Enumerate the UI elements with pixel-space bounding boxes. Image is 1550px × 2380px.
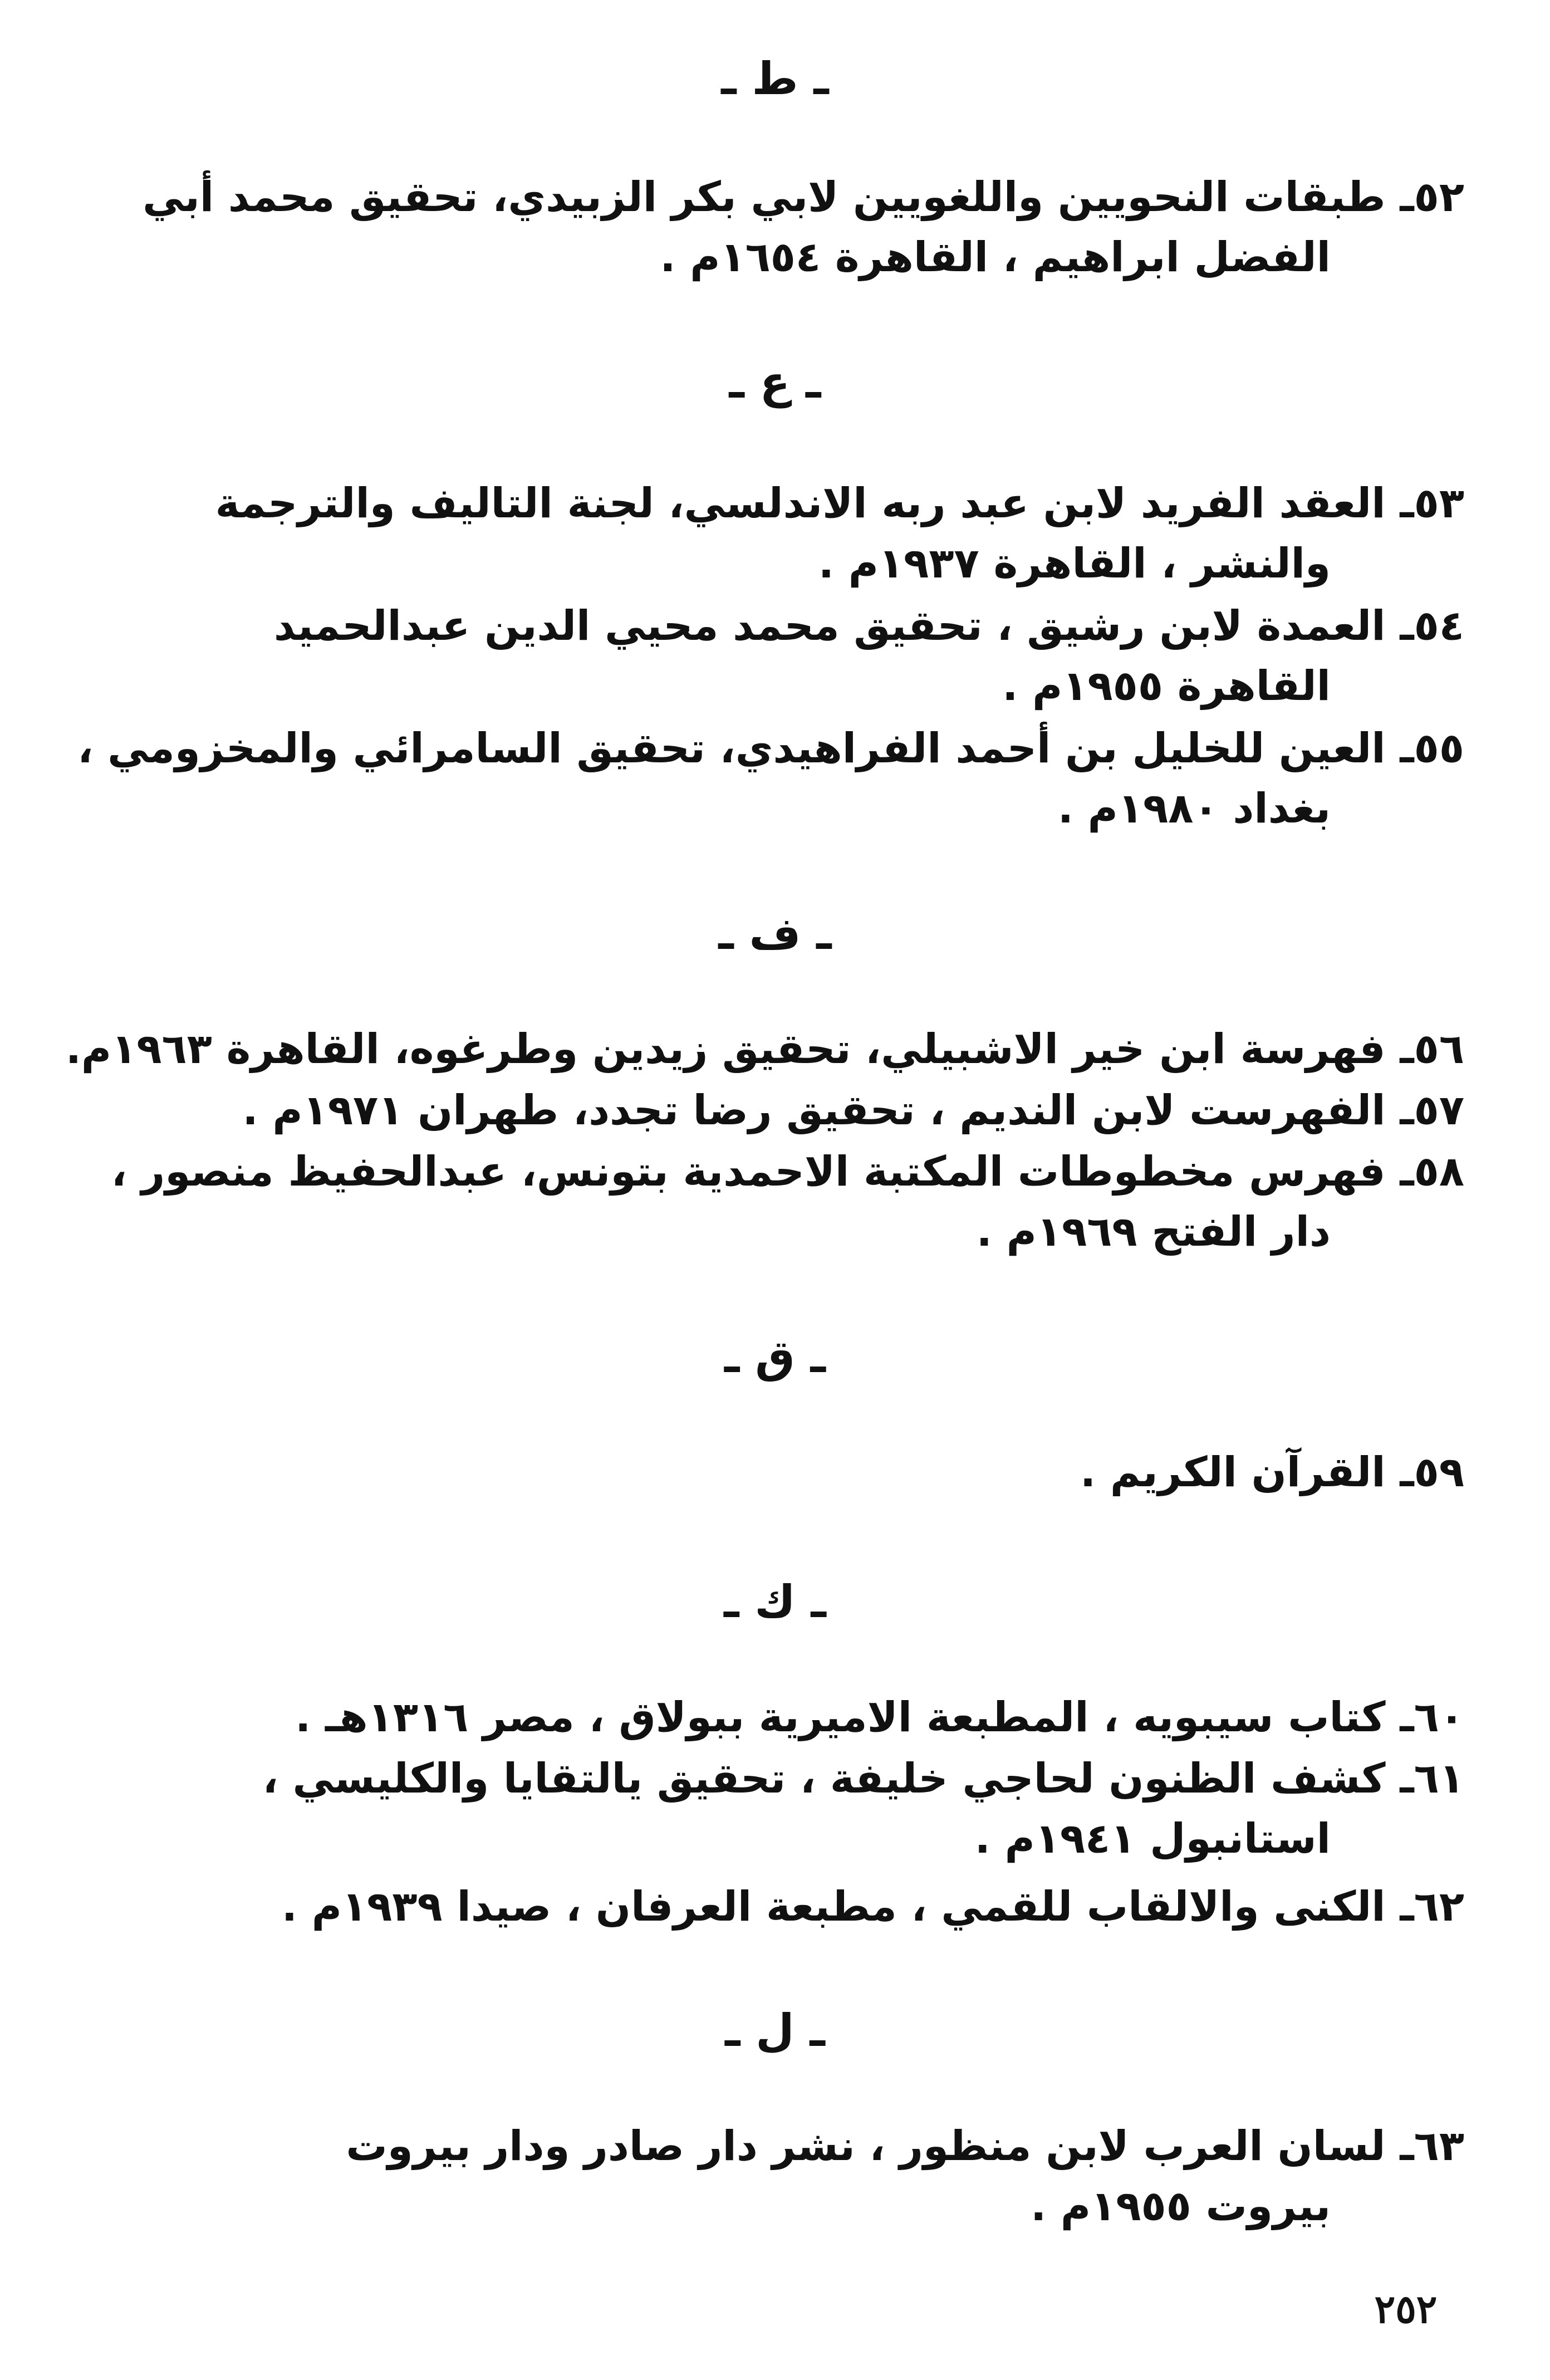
section-heading-qaf: ـ ق ـ xyxy=(724,1331,826,1383)
entry-line: والنشر ، القاهرة ١٩٣٧م . xyxy=(818,540,1331,587)
section-heading-kaf: ـ ك ـ xyxy=(724,1576,826,1628)
section-heading-fa: ـ ف ـ xyxy=(718,908,832,959)
bibliography-entry-54 xyxy=(78,596,1464,716)
page-number: ٢٥٢ xyxy=(1374,2286,1438,2332)
entry-number: ٥٣ـ xyxy=(1400,479,1464,527)
entry-line: الفهرست لابن النديم ، تحقيق رضا تجدد، طهران ١٩٧١م . xyxy=(242,1086,1386,1134)
bibliography-entry-60 xyxy=(78,1687,1464,1747)
entry-number: ٦١ـ xyxy=(1400,1755,1464,1803)
entry-number: ٦٣ـ xyxy=(1400,2122,1464,2170)
bibliography-entry-52 xyxy=(78,167,1464,287)
entry-number: ٦٢ـ xyxy=(1400,1883,1464,1931)
entry-line: العقد الفريد لابن عبد ربه الاندلسي، لجنة التاليف والترجمة xyxy=(215,479,1386,527)
bibliography-entry-55 xyxy=(78,718,1464,839)
entry-line: دار الفتح ١٩٦٩م . xyxy=(976,1208,1331,1256)
section-heading-lam: ـ ل ـ xyxy=(725,2005,825,2056)
entry-line: بيروت ١٩٥٥م . xyxy=(1031,2182,1331,2230)
entry-line: القرآن الكريم . xyxy=(1080,1448,1386,1496)
entry-number: ٥٤ـ xyxy=(1400,602,1464,650)
entry-number: ٥٧ـ xyxy=(1400,1086,1464,1134)
bibliography-entry-59 xyxy=(78,1442,1464,1502)
entry-line: استانبول ١٩٤١م . xyxy=(974,1815,1331,1863)
entry-line: لسان العرب لابن منظور ، نشر دار صادر ودار بيروت xyxy=(346,2122,1386,2170)
bibliography-entry-57 xyxy=(78,1080,1464,1140)
bibliography-entry-61 xyxy=(78,1749,1464,1869)
entry-line: طبقات النحويين واللغويين لابي بكر الزبيدي، تحقيق محمد أبي xyxy=(143,173,1386,221)
entry-number: ٥٩ـ xyxy=(1400,1448,1464,1496)
section-heading-ta: ـ ط ـ xyxy=(721,53,829,105)
entry-line: الفضل ابراهيم ، القاهرة ١٦٥٤م . xyxy=(660,233,1331,281)
entry-line: الكنى والالقاب للقمي ، مطبعة العرفان ، صيدا ١٩٣٩م . xyxy=(281,1883,1386,1931)
entry-line: العمدة لابن رشيق ، تحقيق محمد محيي الدين عبدالحميد xyxy=(273,602,1386,650)
entry-number: ٥٥ـ xyxy=(1400,724,1464,772)
entry-number: ٥٢ـ xyxy=(1400,173,1464,221)
entry-line: العين للخليل بن أحمد الفراهيدي، تحقيق السامرائي والمخزومي ، xyxy=(77,724,1386,772)
entry-number: ٥٨ـ xyxy=(1400,1148,1464,1196)
entry-line: القاهرة ١٩٥٥م . xyxy=(1002,662,1331,710)
bibliography-entry-53 xyxy=(78,473,1464,594)
entry-line: فهرسة ابن خير الاشبيلي، تحقيق زيدين وطرغوه، القاهرة ١٩٦٣م. xyxy=(65,1025,1386,1073)
entry-line: كشف الظنون لحاجي خليفة ، تحقيق يالتقايا والكليسي ، xyxy=(262,1755,1386,1803)
bibliography-entry-63 xyxy=(78,2116,1464,2236)
entry-number: ٦٠ـ xyxy=(1400,1693,1464,1741)
bibliography-entry-56 xyxy=(65,1019,1464,1079)
bibliography-entry-58 xyxy=(78,1142,1464,1262)
section-heading-ain: ـ ع ـ xyxy=(729,356,821,408)
entry-number: ٥٦ـ xyxy=(1400,1025,1464,1073)
entry-line: بغداد ١٩٨٠م . xyxy=(1057,785,1331,832)
entry-line: كتاب سيبويه ، المطبعة الاميرية ببولاق ، مصر ١٣١٦هـ . xyxy=(295,1693,1386,1741)
entry-line: فهرس مخطوطات المكتبة الاحمدية بتونس، عبدالحفيظ منصور ، xyxy=(111,1148,1386,1196)
bibliography-entry-62 xyxy=(78,1877,1464,1937)
